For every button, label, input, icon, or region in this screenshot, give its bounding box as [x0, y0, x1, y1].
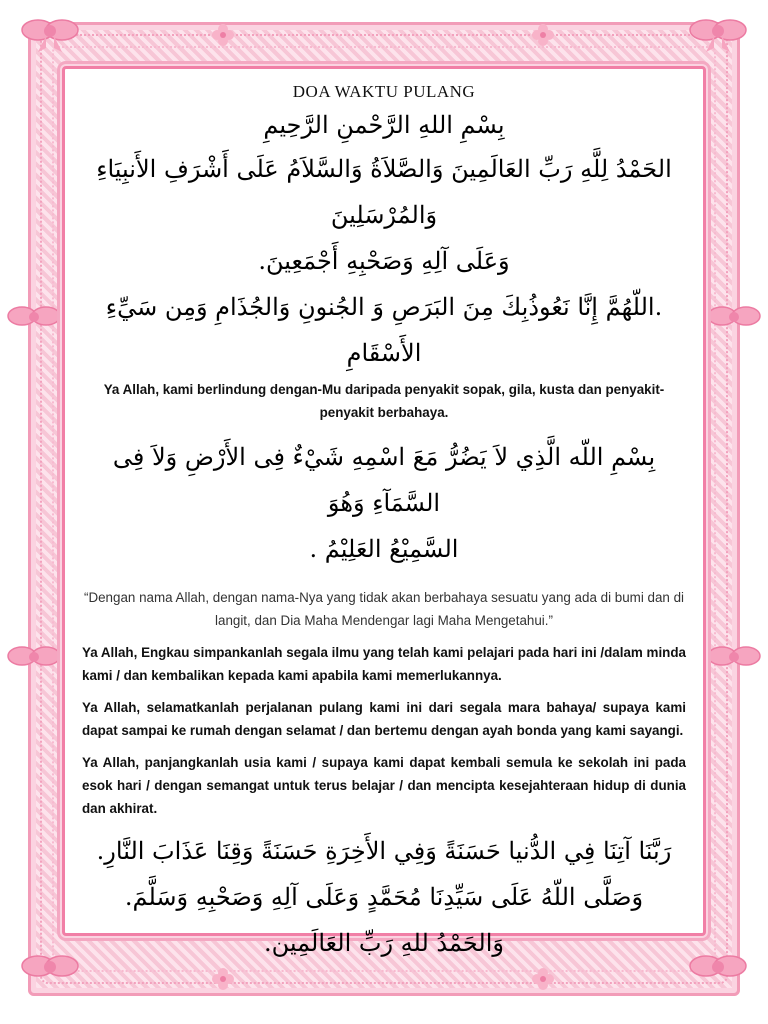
- closing-line-3: وَالحَمْدُ للهِ رَبِّ العَالَمِين.: [264, 929, 504, 957]
- paragraph-2: Ya Allah, selamatkanlah perjalanan pulang kami ini dari segala mara bahaya/ supaya kami dapat sampai ke rumah dengan selamat / dan bertemu dengan ayah bonda yang kami sayangi.: [82, 700, 686, 738]
- bismillah-line-1: بِسْمِ اللّه الَّذِي لاَ يَضُرُّ مَعَ اسْمِهِ شَيْءٌ فِى الأَرْضِ وَلاَ فِى السَّمَآءِ وَهُوَ: [112, 443, 656, 517]
- hamdalah-line-2: وَعَلَى آلِهِ وَصَحْبِهِ أَجْمَعِينَ.: [258, 247, 510, 275]
- page-title: DOA WAKTU PULANG: [292, 82, 476, 101]
- closing-line-1: رَبَّنَا آتِنَا فِي الدُّنيا حَسَنَةً وَفِي الأَخِرَةِ حَسَنَةً وَقِنَا عَذَابَ النَّارِ.: [96, 837, 672, 865]
- bow-icon: [704, 300, 764, 340]
- flower-icon: [530, 22, 556, 48]
- flower-icon: [530, 966, 556, 992]
- bismillah-line-2: السَّمِيْعُ العَلِيْمُ .: [309, 535, 459, 563]
- hamdalah-line-1: الحَمْدُ لِلَّهِ رَبِّ العَالَمِينَ وَالصَّلاَةُ وَالسَّلاَمُ عَلَى أَشْرَفِ الأَنبِيَاءِ وَالمُرْسَلِينَ: [96, 155, 672, 229]
- bow-icon: [688, 950, 748, 990]
- bow-icon: [688, 14, 748, 54]
- bismillah-translation: “Dengan nama Allah, dengan nama-Nya yang tidak akan berbahaya sesuatu yang ada di bumi dan di langit, dan Dia Maha Mendengar lagi Maha Mengetahui.”: [83, 590, 684, 628]
- flower-icon: [210, 966, 236, 992]
- bow-icon: [4, 640, 64, 680]
- bow-icon: [704, 640, 764, 680]
- bow-icon: [20, 14, 80, 54]
- closing-line-2: وَصَلَّى اللّهُ عَلَى سَيِّدِنَا مُحَمَّدٍ وَعَلَى آلِهِ وَصَحْبِهِ وَسَلَّمَ.: [124, 883, 644, 911]
- paragraph-3: Ya Allah, panjangkanlah usia kami / supaya kami dapat kembali semula ke sekolah ini pada esok hari / dengan semangat untuk terus belajar / dan mencipta kesejahteraan hidup di dunia dan akhirat.: [82, 755, 686, 816]
- dua-protection-translation: Ya Allah, kami berlindung dengan-Mu daripada penyakit sopak, gila, kusta dan penyakit-penyakit berbahaya.: [103, 382, 665, 420]
- basmalah-text: بِسْمِ اللهِ الرَّحْمنِ الرَّحِيمِ: [263, 111, 505, 139]
- bow-icon: [20, 950, 80, 990]
- dua-protection-text: .اللّهُمَّ إِنَّا نَعُوذُبِكَ مِنَ البَرَصِ وَ الجُنونِ وَالجُذَامِ وَمِن سَيِّءِ الأَسْقَامِ: [105, 293, 663, 367]
- bow-icon: [4, 300, 64, 340]
- document-body: [82, 78, 686, 957]
- paragraph-1: Ya Allah, Engkau simpankanlah segala ilmu yang telah kami pelajari pada hari ini /dalam minda kami / dan kembalikan kepada kami apabila kami memerlukannya.: [82, 645, 686, 683]
- flower-icon: [210, 22, 236, 48]
